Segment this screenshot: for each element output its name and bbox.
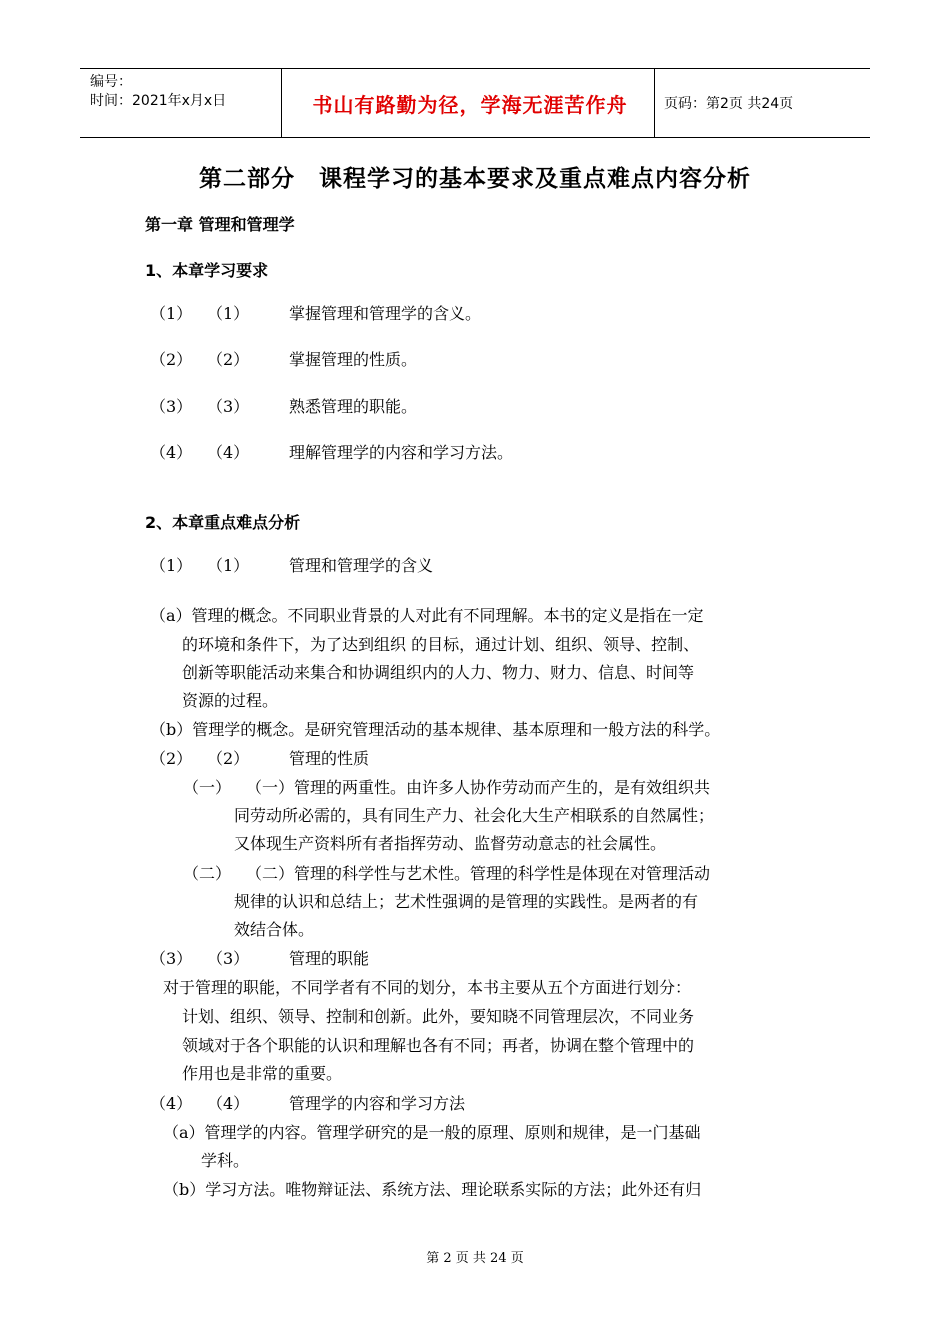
header-motto: 书山有路勤为径，学海无涯苦作舟 bbox=[312, 92, 628, 117]
page-header bbox=[80, 68, 870, 138]
item-text: 管理和管理学的含义 bbox=[289, 556, 434, 575]
item-number: （1） bbox=[150, 304, 193, 323]
section2-heading: 2、本章重点难点分析 bbox=[145, 513, 301, 532]
paragraph-line: （二）管理的科学性与艺术性。管理的科学性是体现在对管理活动 bbox=[246, 864, 711, 883]
list-marker: （二） bbox=[183, 864, 232, 883]
item-number: （3） bbox=[150, 949, 193, 968]
item-number: （3） bbox=[150, 397, 193, 416]
item-subnumber: （2） bbox=[207, 749, 250, 768]
item-text: 管理学的内容和学习方法 bbox=[289, 1094, 466, 1113]
paragraph-line: （a）管理学的内容。管理学研究的是一般的原理、原则和规律，是一门基础 bbox=[163, 1123, 701, 1142]
item-subnumber: （1） bbox=[207, 556, 250, 575]
list-marker: （一） bbox=[183, 778, 232, 797]
paragraph-line: 创新等职能活动来集合和协调组织内的人力、物力、财力、信息、时间等 bbox=[182, 663, 695, 682]
header-divider bbox=[281, 69, 282, 137]
paragraph-line: 对于管理的职能，不同学者有不同的划分，本书主要从五个方面进行划分： bbox=[163, 978, 692, 997]
item-subnumber: （3） bbox=[207, 949, 250, 968]
paragraph-line: 资源的过程。 bbox=[182, 691, 279, 710]
item-text: 掌握管理和管理学的含义。 bbox=[289, 304, 482, 323]
page-title: 第二部分 课程学习的基本要求及重点难点内容分析 bbox=[199, 165, 751, 192]
item-subnumber: （3） bbox=[207, 397, 250, 416]
item-text: 熟悉管理的职能。 bbox=[289, 397, 418, 416]
paragraph-line: 效结合体。 bbox=[234, 920, 315, 939]
item-number: （1） bbox=[150, 556, 193, 575]
chapter-heading: 第一章 管理和管理学 bbox=[145, 215, 295, 234]
item-text: 理解管理学的内容和学习方法。 bbox=[289, 443, 514, 462]
item-text: 管理的职能 bbox=[289, 949, 370, 968]
item-subnumber: （2） bbox=[207, 350, 250, 369]
paragraph-line: 同劳动所必需的，具有同生产力、社会化大生产相联系的自然属性； bbox=[234, 806, 715, 825]
section1-heading: 1、本章学习要求 bbox=[145, 261, 269, 280]
item-subnumber: （1） bbox=[207, 304, 250, 323]
page-footer: 第 2 页 共 24 页 bbox=[426, 1251, 524, 1266]
paragraph-line: 计划、组织、领导、控制和创新。此外，要知晓不同管理层次，不同业务 bbox=[182, 1007, 695, 1026]
paragraph-line: 作用也是非常的重要。 bbox=[182, 1064, 343, 1083]
header-divider bbox=[654, 69, 655, 137]
header-meta bbox=[90, 73, 226, 111]
item-subnumber: （4） bbox=[207, 443, 250, 462]
paragraph-line: 领域对于各个职能的认识和理解也各有不同；再者，协调在整个管理中的 bbox=[182, 1036, 695, 1055]
document-time: 时间：2021年x月x日 bbox=[90, 93, 227, 109]
paragraph-line: 又体现生产资料所有者指挥劳动、监督劳动意志的社会属性。 bbox=[234, 834, 667, 853]
paragraph-line: （b）学习方法。唯物辩证法、系统方法、理论联系实际的方法；此外还有归 bbox=[163, 1180, 702, 1199]
document-number-label: 编号： bbox=[90, 74, 132, 90]
item-text: 管理的性质 bbox=[289, 749, 370, 768]
paragraph-line: 的环境和条件下，为了达到组织 的目标，通过计划、组织、领导、控制、 bbox=[182, 635, 700, 654]
paragraph-line: （a）管理的概念。不同职业背景的人对此有不同理解。本书的定义是指在一定 bbox=[150, 606, 704, 625]
paragraph-line: 规律的认识和总结上；艺术性强调的是管理的实践性。是两者的有 bbox=[234, 892, 699, 911]
item-text: 掌握管理的性质。 bbox=[289, 350, 418, 369]
paragraph-line: （b）管理学的概念。是研究管理活动的基本规律、基本原理和一般方法的科学。 bbox=[150, 720, 721, 739]
item-number: （2） bbox=[150, 749, 193, 768]
paragraph-line: 学科。 bbox=[201, 1151, 250, 1170]
item-number: （2） bbox=[150, 350, 193, 369]
item-number: （4） bbox=[150, 443, 193, 462]
item-subnumber: （4） bbox=[207, 1094, 250, 1113]
item-number: （4） bbox=[150, 1094, 193, 1113]
header-page-info: 页码：第2页 共24页 bbox=[664, 96, 794, 112]
paragraph-line: （一）管理的两重性。由许多人协作劳动而产生的，是有效组织共 bbox=[246, 778, 711, 797]
